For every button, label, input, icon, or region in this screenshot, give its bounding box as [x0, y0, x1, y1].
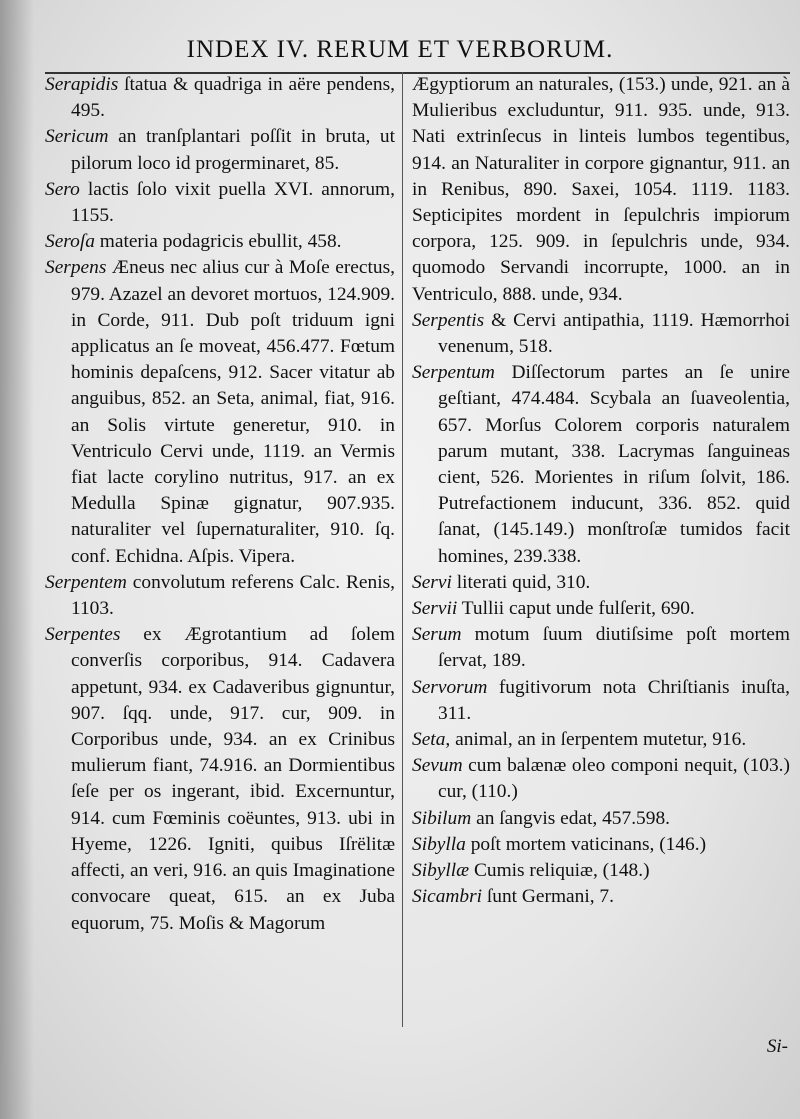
index-entry	[412, 622, 790, 674]
right-column	[412, 72, 790, 911]
index-entry	[45, 570, 395, 622]
index-entry	[45, 622, 395, 936]
index-entry	[412, 308, 790, 360]
index-entry	[412, 727, 790, 753]
index-entry	[412, 570, 790, 596]
entry-text: convolutum referens Calc. Renis, 1103.	[71, 571, 395, 620]
index-entry	[412, 806, 790, 832]
entry-text: an ſangvis edat, 457.598.	[471, 807, 670, 829]
page-header: INDEX IV. RERUM ET VERBORUM.	[186, 36, 614, 63]
entry-text: Cumis reliquiæ, (148.)	[469, 860, 650, 882]
entry-head: Sibyllæ	[412, 860, 470, 882]
entry-head: Serpentes	[45, 624, 121, 646]
entry-text: Diſſectorum partes an ſe unire geſtiant, 474.484. Scybala an ſuaveolentia, 657. Morſus Colorem corporis naturalem parum mutant, 338. Lacrymas ſanguineas cient, 526. Morientes in riſum ſolvit, 186. Putrefactionem inducunt, 336. 852. quid ſanat, (145.149.) monſtroſæ tumidos facit homines, 239.338.	[438, 362, 790, 567]
entry-head: Serum	[412, 624, 462, 646]
entry-head: Seta	[412, 729, 446, 751]
entry-head: Servii	[412, 598, 458, 620]
index-entry	[45, 124, 395, 176]
entry-text: ſunt Germani, 7.	[482, 886, 614, 908]
entry-head: Serpens	[45, 257, 107, 279]
entry-text: motum ſuum diutiſsime poſt mortem ſervat, 189.	[438, 624, 790, 672]
entry-head: Seroſa	[45, 231, 95, 253]
entry-text: , animal, an in ſerpentem mutetur, 916.	[445, 729, 747, 751]
index-entry	[45, 72, 395, 124]
entry-text: fugitivorum nota Chriſtianis inuſta, 311.	[438, 676, 790, 724]
entry-text: ex Ægrotantium ad ſolem converſis corporibus, 914. Cadavera appetunt, 934. ex Cadaveribus gignuntur, 907. ſqq. unde, 917. cur, 909. in Corporibus unde, 934. an ex Crinibus mulierum fiant, 74.916. an Dormientibus ſeſe per os ingerant, ibid. Excernuntur, 914. cum Fœminis coëuntes, 913. ubi in Hyeme, 1226. Igniti, quibus Iſrëlitæ affecti, an veri, 916. an quis Imaginatione convocare queat, 615. an ex Juba equorum, 75. Moſis & Magorum	[71, 624, 395, 934]
entry-text: Ægyptiorum an naturales, (153.) unde, 921. an à Mulieribus excluduntur, 911. 935. unde, 913. Nati extrinſecus in linteis lumbos tegentibus, 914. an Naturaliter in corpore gignantur, 911. an in Renibus, 890. Saxei, 1054. 1119. 1183. Septicipites mordent in ſepulchris impiorum corpora, 125. 909. in ſepulchris unde, 934. quomodo Servandi incorrupte, 1000. an in Ventriculo, 888. unde, 934.	[412, 74, 790, 305]
index-entry	[45, 255, 395, 569]
left-column	[45, 72, 395, 937]
entry-text: cum balænæ oleo componi nequit, (103.) cur, (110.)	[438, 755, 790, 803]
index-entry	[412, 832, 790, 858]
index-entry	[412, 675, 790, 727]
entry-text: Tullii caput unde fulſerit, 690.	[457, 598, 695, 620]
index-entry	[412, 884, 790, 910]
entry-text: poſt mortem vaticinans, (146.)	[465, 833, 707, 855]
entry-head: Serapidis	[45, 74, 119, 95]
entry-text: literati quid, 310.	[451, 571, 591, 593]
index-entry	[412, 858, 790, 884]
index-entry-continued	[412, 72, 790, 308]
column-divider	[402, 72, 403, 1027]
entry-head: Serpentum	[412, 362, 495, 384]
entry-head: Sicambri	[412, 886, 483, 908]
index-entry	[45, 177, 395, 229]
entry-head: Serpentem	[45, 571, 127, 593]
entry-text: materia podagricis ebullit, 458.	[94, 231, 342, 253]
entry-head: Serpentis	[412, 309, 485, 331]
entry-text: lactis ſolo vixit puella XVI. annorum, 1155.	[71, 178, 395, 227]
index-entry	[45, 229, 395, 255]
index-entry	[412, 596, 790, 622]
entry-head: Sericum	[45, 126, 109, 148]
entry-text: Æneus nec alius cur à Moſe erectus, 979. Azazel an devoret mortuos, 124.909. in Corde, 911. Dub poſt triduum igni applicatus an ſe moveat, 456.477. Fœtum hominis depaſcens, 912. Sacer vitatur ab anguibus, 852. an Seta, animal, fiat, 916. an Solis virtute generetur, 910. in Ventriculo Cervi unde, 1119. an Vermis fiat lacte corylino nutritus, 917. an ex Medulla Spinæ gignatur, 907.935. naturaliter vel ſupernaturaliter, 910. ſq. conf. Echidna. Aſpis. Vipera.	[71, 257, 395, 567]
entry-head: Sibilum	[412, 807, 472, 829]
entry-head: Sevum	[412, 755, 463, 777]
entry-head: Sibylla	[412, 833, 466, 855]
entry-head: Servorum	[412, 676, 488, 698]
catchword: Si-	[766, 1036, 788, 1057]
entry-head: Sero	[45, 178, 80, 200]
entry-text: an tranſplantari poſſit in bruta, ut pilorum loco id progerminaret, 85.	[71, 126, 395, 174]
entry-text: & Cervi antipathia, 1119. Hæmorrhoi venenum, 518.	[438, 309, 790, 358]
index-entry	[412, 753, 790, 805]
entry-head: Servi	[412, 571, 452, 593]
index-entry	[412, 360, 790, 570]
entry-text: ſtatua & quadriga in aëre pendens, 495.	[71, 74, 395, 122]
